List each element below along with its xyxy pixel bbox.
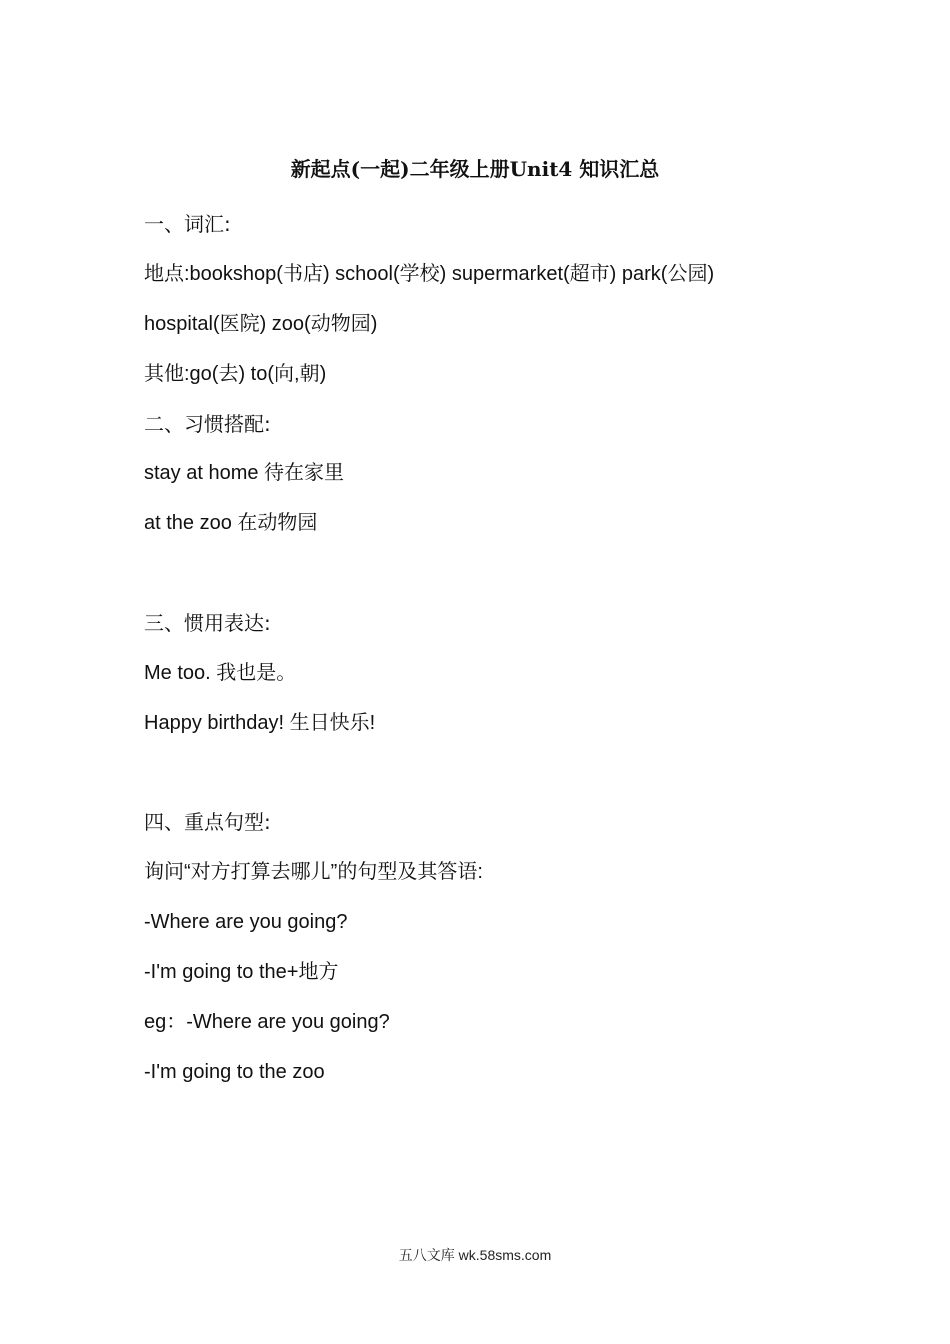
example-question: eg：-Where are you going? — [144, 1011, 390, 1033]
expression-line-1: Me too. 我也是。 — [144, 662, 297, 684]
collocation-line-1: stay at home 待在家里 — [144, 462, 345, 484]
section-heading-collocations: 二、习惯搭配: — [144, 412, 271, 436]
document-title: 新起点(一起)二年级上册Unit4 知识汇总 — [290, 157, 660, 181]
key-sentence-intro: 询问“对方打算去哪儿”的句型及其答语: — [144, 861, 483, 883]
example-answer: -I'm going to the zoo — [144, 1061, 325, 1083]
section-heading-key-sentences: 四、重点句型: — [144, 810, 271, 834]
vocabulary-other-line: 其他:go(去) to(向,朝) — [144, 363, 327, 385]
expression-line-2: Happy birthday! 生日快乐! — [144, 712, 376, 734]
page-footer: 五八文库 wk.58sms.com — [398, 1247, 552, 1263]
section-heading-vocabulary: 一、词汇: — [144, 212, 231, 236]
section-heading-expressions: 三、惯用表达: — [144, 611, 271, 635]
vocabulary-places-line-2: hospital(医院) zoo(动物园) — [144, 313, 378, 335]
key-sentence-question: -Where are you going? — [144, 911, 348, 933]
vocabulary-places-line: 地点:bookshop(书店) school(学校) supermarket(超市) park(公园) — [144, 263, 715, 285]
collocation-line-2: at the zoo 在动物园 — [144, 512, 318, 534]
key-sentence-answer: -I'm going to the+地方 — [144, 961, 339, 983]
